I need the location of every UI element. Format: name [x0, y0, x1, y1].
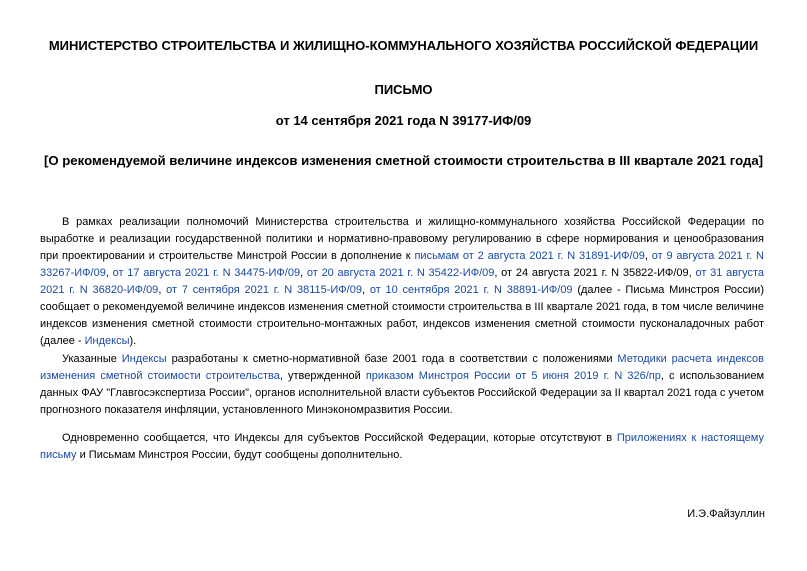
paragraph-3	[40, 430, 764, 464]
paragraph-1	[40, 214, 764, 350]
link-letter-38891[interactable]: от 10 сентября 2021 г. N 38891-ИФ/09	[369, 284, 573, 296]
p1-text: , от 24 августа 2021 г. N 35822-ИФ/09,	[494, 267, 696, 279]
p2-text: разработаны к сметно-нормативной базе 2001 года в соответствии с положениями	[166, 353, 618, 365]
p3-text: Одновременно сообщается, что Индексы для субъектов Российской Федерации, которые отсутствуют в	[62, 432, 617, 444]
link-letter-38115[interactable]: от 7 сентября 2021 г. N 38115-ИФ/09	[166, 284, 362, 296]
link-appendices[interactable]: Приложениях к настоящему письму	[40, 432, 764, 461]
link-indexes[interactable]: Индексы	[121, 353, 167, 365]
link-letter-36820[interactable]: от 31 августа 2021 г. N 36820-ИФ/09	[40, 267, 764, 296]
p1-text: ,	[361, 284, 370, 296]
document-number: от 14 сентября 2021 года N 39177-ИФ/09	[275, 113, 532, 128]
p1-text: ,	[158, 284, 167, 296]
p2-text: , утвержденной	[279, 370, 366, 382]
p1-text: ,	[644, 250, 652, 262]
p1-text: ,	[105, 267, 113, 279]
p1-text: (далее - Письма Минстроя России) сообщает о рекомендуемой величине индексов изменения сметной стоимости строительства в III квартале 2021 года, в том числе величине индексов изменения сметной стоимости строительно-монтажных работ, индексов изменения сметной стоимости пусконаладочных работ (далее -	[40, 284, 764, 347]
link-letter-31891[interactable]: письмам от 2 августа 2021 г. N 31891-ИФ/09	[414, 250, 645, 262]
p1-text: ,	[300, 267, 307, 279]
p3-text: и Письмам Минстроя России, будут сообщены дополнительно.	[76, 449, 403, 461]
p2-text: Указанные	[62, 353, 122, 365]
link-letter-34475[interactable]: от 17 августа 2021 г. N 34475-ИФ/09	[112, 267, 301, 279]
paragraph-2	[40, 351, 764, 419]
ministry-name: МИНИСТЕРСТВО СТРОИТЕЛЬСТВА И ЖИЛИЩНО-КОММУНАЛЬНОГО ХОЗЯЙСТВА РОССИЙСКОЙ ФЕДЕРАЦИИ	[48, 38, 759, 53]
p2-text: , с использованием данных ФАУ "Главгосэкспертиза России", органов исполнительной власти субъектов Российской Федерации за II квартал 2021 года с учетом прогнозного показателя инфляции, установленного Минэкономразвития России.	[40, 370, 765, 416]
signature: И.Э.Файзуллин	[687, 508, 765, 520]
link-methodology[interactable]: Методики расчета индексов изменения сметной стоимости строительства	[40, 353, 764, 382]
p1-text: В рамках реализации полномочий Министерства строительства и жилищно-коммунального хозяйства Российской Федерации по выработке и реализации государственной политики и нормативно-правовому регулированию в сфере нормирования и ценообразования при проектировании и строительстве Минстрой России в дополнение к	[40, 216, 764, 262]
link-letter-35422[interactable]: от 20 августа 2021 г. N 35422-ИФ/09	[306, 267, 495, 279]
p1-text: ).	[129, 335, 137, 347]
link-indexes[interactable]: Индексы	[84, 335, 130, 347]
document-title: [О рекомендуемой величине индексов изменения сметной стоимости строительства в III квартале 2021 года]	[43, 153, 764, 168]
link-order-326[interactable]: приказом Минстроя России от 5 июня 2019 г. N 326/пр	[365, 370, 661, 382]
document-type: ПИСЬМО	[374, 82, 433, 97]
link-letter-33267[interactable]: от 9 августа 2021 г. N 33267-ИФ/09	[40, 250, 764, 279]
